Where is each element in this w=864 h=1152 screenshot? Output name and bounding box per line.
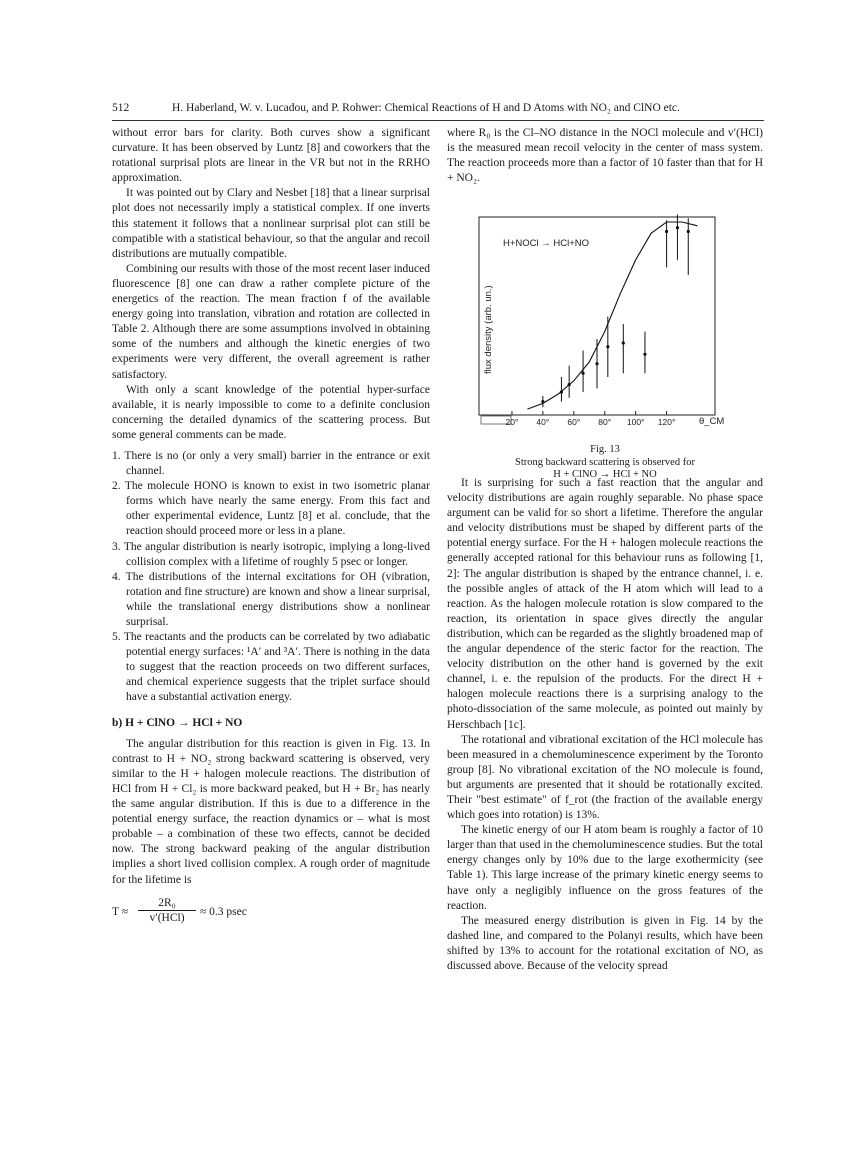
- numbered-list: [112, 449, 430, 706]
- paragraph: It is surprising for such a fast reaction that the angular and velocity distributions are again roughly separable. No phase space argument can be valid for so short a lifetime. Therefore the angular and velocity distributions must be shaped by different parts of the potential energy surface. For the H + halogen molecule reactions the generally accepted rational for this behaviour runs as following [1, 2]: The angular distribution is shaped by the entrance channel, i. e. the possible angles of attack of the H atom which will lead to a reaction. As the halogen molecule rotation is slow compared to the reaction, its orientation in space gives directly the angular distribution, which can be regarded as the slightly broadened map of the angular dependence of the steric factor for the reaction. The velocity distribution on the other hand is governed by the exit channel, i. e. the repulsion of the products. For the direct H + halogen molecule reactions there is a surprising analogy to the photo-dissociation of the same molecule, as pointed out mainly by Herschbach [1c].: [447, 477, 763, 731]
- data-point: [643, 353, 646, 356]
- right-column: [447, 126, 763, 186]
- formula-lhs: T ≈: [112, 905, 129, 918]
- paragraph: With only a scant knowledge of the potential hyper-surface available, it is nearly impossible to come to a definite conclusion concerning the detailed dynamics of the scattering process. But some general comments can be made.: [112, 383, 430, 441]
- right-column-lower: [447, 476, 763, 974]
- data-point: [687, 230, 690, 233]
- x-tick-label: 20°: [505, 417, 519, 427]
- data-point: [665, 230, 668, 233]
- fit-curve: [527, 222, 697, 409]
- inset-label: H+NOCl → HCl+NO: [503, 238, 590, 249]
- data-point: [595, 362, 598, 365]
- list-item: 5. The reactants and the products can be correlated by two adiabatic potential energy surfaces: ¹A′ and ³A′. There is nothing in the data to suggest that the reaction proceeds on two different surfaces, and chemical experience suggests that the triplet surface should have a substantial activation energy.: [112, 631, 430, 704]
- formula-numerator: 2R₀: [138, 896, 196, 911]
- paragraph: Combining our results with those of the most recent laser induced fluorescence [8] one can draw a rather complete picture of the energetics of the reaction. The mean fraction f of the available energy going into translation, vibration and rotation are collected in Table 2. Although there are some assumptions involved in obtaining some of the numbers and although the kinetic energies of two experiments were very different, the overall agreement is rather satisfactory.: [112, 262, 430, 381]
- header-rule: [112, 120, 764, 121]
- section-heading: b) H + ClNO → HCl + NO: [112, 716, 243, 729]
- paragraph: where R₀ is the Cl–NO distance in the NOCl molecule and v′(HCl) is the measured mean recoil velocity in the center of mass system. The reaction proceeds more than a factor of 10 faster than that for H + NO₂.: [447, 127, 763, 185]
- list-item: 3. The angular distribution is nearly isotropic, implying a long-lived collision complex with a lifetime of roughly 5 psec or longer.: [112, 540, 430, 568]
- data-point: [606, 345, 609, 348]
- formula-rhs: ≈ 0.3 psec: [200, 905, 247, 918]
- paragraph: The kinetic energy of our H atom beam is roughly a factor of 10 larger than that used in the chemoluminescence studies. But the total energy changes only by 10% due to the large exothermicity (see Table 1). This large increase of the primary kinetic energy seems to have only a negligibly influence on the gross features of the reaction.: [447, 824, 763, 912]
- paragraph: without error bars for clarity. Both curves show a significant curvature. It has been observed by Luntz [8] and coworkers that the rotational surprisal plots are linear in the VR but not in the RRHO approximation.: [112, 127, 430, 185]
- x-tick-label: 80°: [598, 417, 612, 427]
- paragraph: The measured energy distribution is given in Fig. 14 by the dashed line, and compared to the Polanyi results, which have been shifted by 13% to account for the rotational excitation of NO, as discussed above. Because of the velocity spread: [447, 914, 763, 972]
- list-item: 1. There is no (or only a very small) barrier in the entrance or exit channel.: [112, 449, 430, 478]
- list-item: 4. The distributions of the internal excitations for OH (vibration, rotation and fine structure) are known and show a linear surprisal, while the translational energy distributions show a nonlinear surprisal.: [112, 570, 430, 628]
- caption-line: H + ClNO → HCl + NO: [553, 469, 657, 480]
- data-point: [622, 341, 625, 344]
- caption-line: Strong backward scattering is observed for: [515, 456, 695, 468]
- y-axis-label: flux density (arb. un.): [483, 285, 494, 374]
- x-tick-label: 60°: [567, 417, 581, 427]
- paragraph: It was pointed out by Clary and Nesbet [18] that a linear surprisal plot does not necessarily imply a statistical complex. If one inverts this statement it follows that a nonlinear surprisal plot can still be compatible with a statistical behaviour, so that the angular and recoil distributions are mutually compatible.: [112, 187, 430, 260]
- left-column: [112, 126, 430, 928]
- page-number: 512: [112, 102, 130, 114]
- running-title: H. Haberland, W. v. Lucadou, and P. Rohwer: Chemical Reactions of H and D Atoms with NO₂ and ClNO etc.: [172, 102, 680, 114]
- figure-13-chart: [447, 204, 763, 436]
- x-axis-label: θ_CM: [699, 416, 725, 427]
- paragraph: The rotational and vibrational excitation of the HCl molecule has been measured in a chemoluminescence experiment by the Toronto group [8]. No vibrational excitation of the NO molecule is found, but arguments are presented that it should be rotationally excited. Their "best estimate" of f_rot (the fraction of the available energy which goes into rotation) is 13%.: [447, 733, 763, 822]
- data-point: [581, 372, 584, 375]
- list-item: 2. The molecule HONO is known to exist in two isometric planar forms which have nearly the same energy. From this fact and other experimental evidence, Luntz [8] et al. conclude, that the reaction should proceed more or less in a plane.: [112, 480, 430, 538]
- x-tick-label: 40°: [536, 417, 550, 427]
- figure-number: Fig. 13: [590, 444, 620, 455]
- lifetime-formula: [112, 896, 430, 928]
- x-tick-label: 120°: [657, 417, 676, 427]
- data-point: [676, 226, 679, 229]
- formula-denominator: v′(HCl): [149, 911, 185, 924]
- x-tick-label: 100°: [626, 417, 645, 427]
- paragraph: The angular distribution for this reaction is given in Fig. 13. In contrast to H + NO₂ strong backward scattering is observed, very similar to the H + halogen molecule reactions. The distribution of HCl from H + Cl₂ is more backward peaked, but H + Br₂ has nearly the same angular distribution. If this is due to a difference in the potential energy surface, the reaction dynamics or – what is most probable – a combination of these two effects, cannot be decided now. The strong backward peaking of the angular distribution implies a short lived collision complex. A rough order of magnitude for the lifetime is: [112, 737, 430, 886]
- formula-fraction: [138, 896, 196, 926]
- running-header: [112, 101, 762, 115]
